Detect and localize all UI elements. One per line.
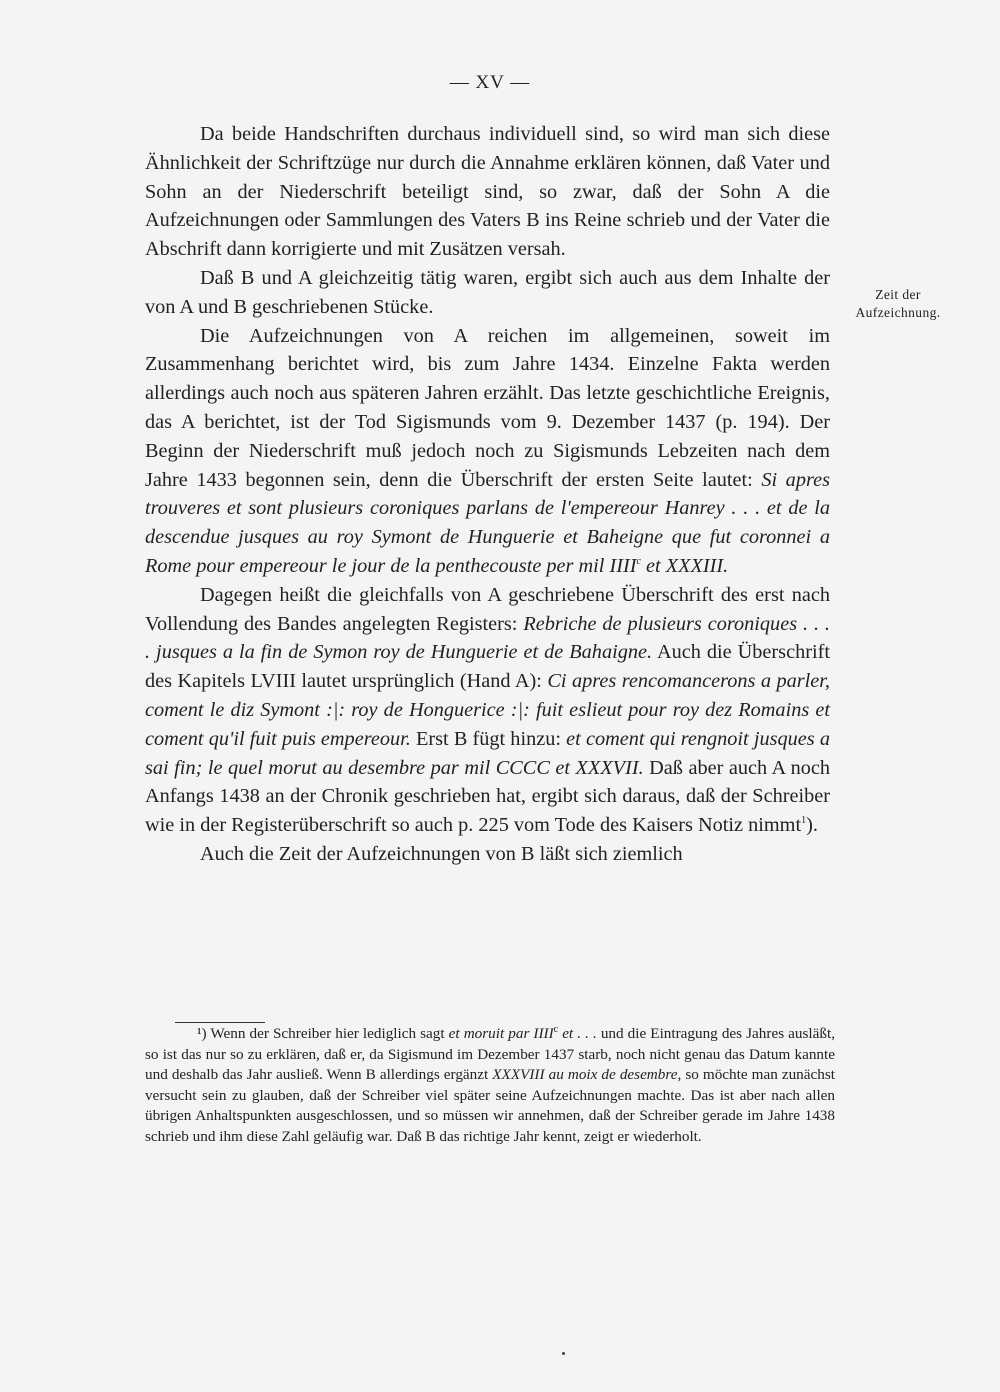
paragraph-4: Dagegen heißt die gleichfalls von A geschriebene Überschrift des erst nach Vollendung des Bandes angelegten Registers: Rebriche de plusieurs coroniques . . . . jusques a la fin de Symon roy de Hunguerie et de Bahaigne. Auch die Überschrift des Kapitels LVIII lautet ursprünglich (Hand A): Ci apres rencomancerons a parler, coment le diz Symont :|: roy de Honguerice :|: fuit eslieut pour roy dez Romains et coment qu'il fuit puis empereour. Erst B fügt hinzu: et coment qui rengnoit jusques a sai fin; le quel morut au desembre par mil CCCC et XXXVII. Daß aber auch A noch Anfangs 1438 an der Chronik geschrieben hat, ergibt sich daraus, daß der Schreiber wie in der Registerüberschrift so auch p. 225 vom Tode des Kaisers Notiz nimmt$^1$). [145, 583, 831, 837]
paragraph-2: Daß B und A gleichzeitig tätig waren, ergibt sich auch aus dem Inhalte der von A und B geschriebenen Stücke. [145, 266, 830, 318]
margin-note: Zeit der Aufzeichnung. [855, 287, 941, 320]
paragraph-1: Da beide Handschriften durchaus individuell sind, so wird man sich diese Ähnlichkeit der Schriftzüge nur durch die Annahme erklären können, daß Vater und Sohn an der Niederschrift beteiligt sind, so zwar, daß der Sohn A die Aufzeichnungen oder Sammlungen des Vaters B ins Reine schrieb und der Vater die Abschrift dann korrigierte und mit Zusätzen versah. [145, 123, 830, 261]
chapter-heading-quote: Ci apres rencomancerons a parler, coment le diz Symont :|: roy de Honguerice :|: fuit eslieut pour roy dez Romains et coment qu'il fuit puis empereour. [145, 670, 831, 750]
main-text [145, 120, 830, 869]
paragraph-3-text: Die Aufzeichnungen von A reichen im allgemeinen, soweit im Zusammenhang berichtet wird, bis zum Jahre 1434. Einzelne Fakta werden allerdings auch noch aus späteren Jahren erzählt. Das letzte geschichtliche Ereignis, das A berichtet, ist der Tod Sigismunds vom 9. Dezember 1437 (p. 194). Der Beginn der Niederschrift muß jedoch noch zu Sigismunds Lebzeiten nach dem Jahre 1433 begonnen sein, denn die Überschrift der ersten Seite lautet: [145, 324, 830, 491]
footnote-rule [175, 1022, 265, 1023]
printers-dot [562, 1352, 565, 1355]
paragraph-3-quote: Si apres trouveres et sont plusieurs coroniques parlans de l'empereour Hanrey . . . et de la descendue jusques au roy Symont de Hunguerie et Baheigne que fut coronnei a Rome pour empereour le jour de la penthecouste per mil IIII$^c$ et XXXIII. [145, 468, 830, 577]
paragraph-5: Auch die Zeit der Aufzeichnungen von B läßt sich ziemlich [200, 842, 683, 865]
page-number: — XV — [449, 72, 531, 93]
register-heading-quote: Rebriche de plusieurs coroniques . . . . jusques a la fin de Symon roy de Hunguerie et de Bahaigne. [145, 612, 830, 664]
footnote-text: ¹) Wenn der Schreiber hier lediglich sagt et moruit par IIII$^c$ et . . . und die Eintragung des Jahres ausläßt, so ist das nur so zu erklären, daß er, da Sigismund im Dezember 1437 starb, noch nicht genau das Datum kannte und deshalb das Jahr ausließ. Wenn B allerdings ergänzt XXXVIII au moix de desembre, so möchte man zunächst versucht sein zu glauben, daß der Schreiber viel später seine Aufzeichnungen machte. Das ist aber nach allen übrigen Anhaltspunkten ausgeschlossen, und so müssen wir annehmen, daß der Schreiber gerade im Jahre 1438 schrieb und ihm diese Zahl geläufig war. Daß B das richtige Jahr kennt, zeigt er wiederholt. [145, 1023, 835, 1145]
paragraph-3 [145, 322, 830, 581]
footnote [145, 1024, 835, 1148]
footnote-reference: 1 [801, 815, 807, 827]
footnote-marker: ¹) [197, 1025, 207, 1042]
addition-quote: et coment qui rengnoit jusques a sai fin; le quel morut au desembre par mil CCCC et XXXVII. [145, 727, 830, 779]
